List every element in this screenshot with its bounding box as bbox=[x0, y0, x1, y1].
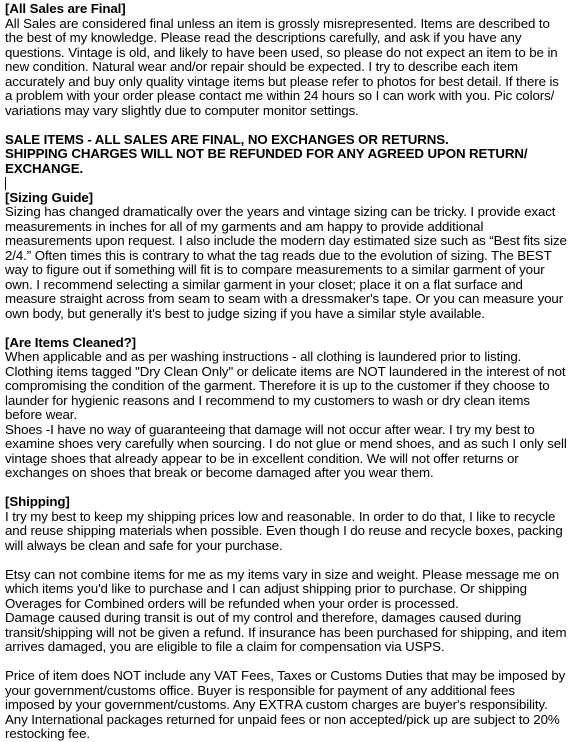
shipping-body-4: Price of item does NOT include any VAT Fees, Taxes or Customs Duties that may be imposed by your government/customs office. Buyer is responsible for payment of any additional fees imposed by your government/customs. Any EXTRA custom charges are buyer's responsibility. Any International packages returned for unpaid fees or non accepted/pick up are subject to 20% restocking fee. bbox=[5, 668, 569, 741]
shipping-body-1: I try my best to keep my shipping prices low and reasonable. In order to do that, I like to recycle and reuse shipping materials when possible. Even though I do reuse and recycle boxes, packing will always be clean and safe for your purchase. bbox=[5, 508, 567, 553]
items-cleaned-heading: [Are Items Cleaned?] bbox=[5, 334, 137, 350]
items-cleaned-body: When applicable and as per washing instructions - all clothing is laundered prior to listing. Clothing items tagged "Dry Clean Only" or delicate items are NOT laundered in the interest of not compromising the condition of the garment. Therefore it is up to the customer if they choose to launder for hygienic reasons and I recommend to my customers to wash or dry clean items before wear. bbox=[5, 349, 570, 422]
text-cursor-icon bbox=[5, 177, 6, 190]
all-sales-final-body: All Sales are considered final unless an item is grossly misrepresented. Items are described to the best of my knowledge. Please read the descriptions carefully, and ask if you have any questions. Vintage is old, and likely to have been used, so please do not expect an item to be in new condition. Natural wear and/or repair should be expected. I try to describe each item accurately and buy only quality vintage items but please refer to photos for best detail. If there is a problem with your order please contact me within 24 hours so I can work with you. Pic colors/ variations may vary slightly due to computer monitor settings. bbox=[5, 15, 563, 118]
spacer bbox=[5, 321, 567, 336]
sale-notice-line-2: SHIPPING CHARGES WILL NOT BE REFUNDED FOR ANY AGREED UPON RETURN/ EXCHANGE. bbox=[5, 146, 532, 176]
shipping-body-2: Etsy can not combine items for me as my items vary in size and weight. Please message me on which items you'd like to purchase and I can adjust shipping prior to purchase. Or shipping Overages for Combined orders will be refunded when your order is processed. bbox=[5, 566, 563, 611]
text-cursor-line bbox=[5, 176, 567, 191]
spacer bbox=[5, 118, 567, 133]
spacer bbox=[5, 481, 567, 496]
shipping-body-3: Damage caused during transit is out of my control and therefore, damages caused during transit/shipping will not be given a refund. If insurance has been purchased for shipping, and item arrives damaged, you are eligible to file a claim for compensation via USPS. bbox=[5, 610, 570, 654]
spacer bbox=[5, 655, 567, 670]
sizing-guide-body: Sizing has changed dramatically over the years and vintage sizing can be tricky. I provide exact measurements in inches for all of my garments and am happy to provide additional measurements upon request. I also include the modern day estimated size such as “Best fits size 2/4.” Often times this is contrary to what the tag reads due to the evolution of sizing. The BEST way to figure out if something will fit is to compare measurements to a similar garment of your own. I recommend selecting a similar garment in your closet; place it on a flat surface and measure straight across from seam to seam with a dressmaker's tape. Or you can measure your own body, but generally it's best to judge sizing if you have a similar style available. bbox=[5, 204, 567, 321]
shipping-heading: [Shipping] bbox=[5, 494, 70, 509]
sale-notice-line-1: SALE ITEMS - ALL SALES ARE FINAL, NO EXCHANGES OR RETURNS. bbox=[5, 131, 449, 147]
sizing-guide-heading: [Sizing Guide] bbox=[5, 189, 93, 205]
policy-document bbox=[5, 1, 570, 742]
items-cleaned-shoes: Shoes -I have no way of guaranteeing that damage will not occur after wear. I try my best to examine shoes very carefully when sourcing. I do not glue or mend shoes, and as such I only sell vintage shoes that already appear to be in excellent condition. We will not offer returns or exchanges on shoes that break or become damaged after you wear them. bbox=[5, 421, 570, 480]
all-sales-final-heading: [All Sales are Final] bbox=[5, 1, 126, 16]
spacer bbox=[5, 553, 567, 568]
